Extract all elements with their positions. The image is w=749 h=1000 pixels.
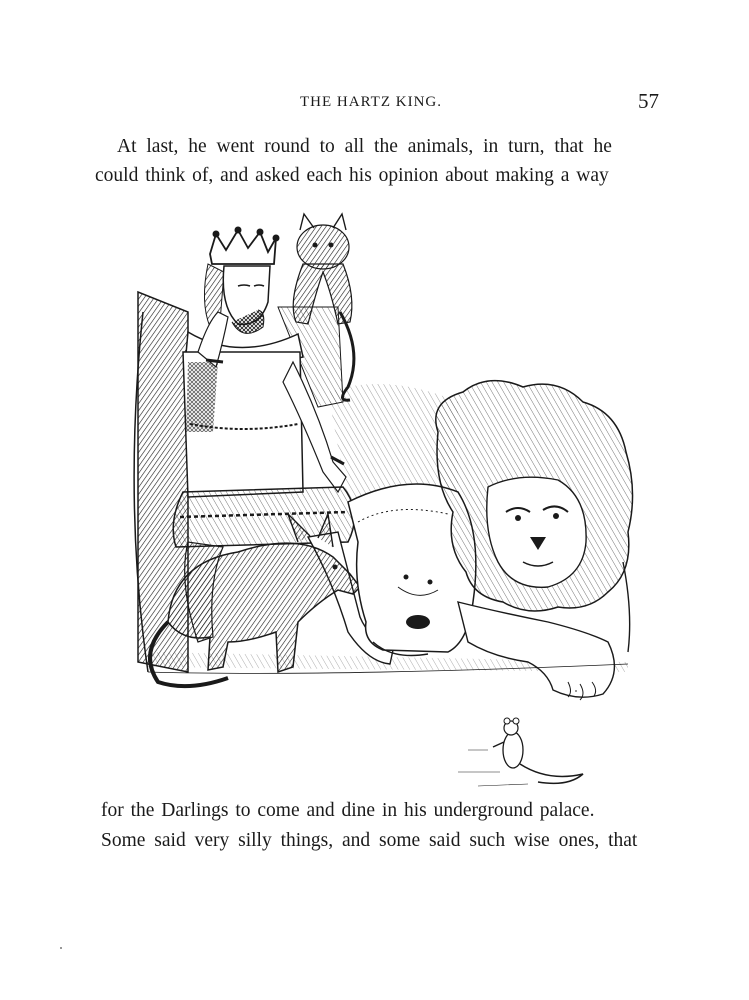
lion-figure (436, 381, 633, 700)
paper-speck (575, 690, 577, 692)
body-text-line: could think of, and asked each his opinion about making a way (95, 165, 609, 186)
body-text-line: At last, he went round to all the animals, in turn, that he (117, 136, 612, 157)
engraving-illustration (128, 202, 640, 800)
body-text-line: for the Darlings to come and dine in his underground palace. (101, 800, 595, 821)
page-number: 57 (638, 89, 659, 113)
body-text-line: Some said very silly things, and some said such wise ones, that (101, 830, 638, 851)
running-head-title: THE HARTZ KING. (300, 94, 442, 110)
paper-speck (60, 947, 62, 949)
mouse-figure (458, 718, 583, 786)
